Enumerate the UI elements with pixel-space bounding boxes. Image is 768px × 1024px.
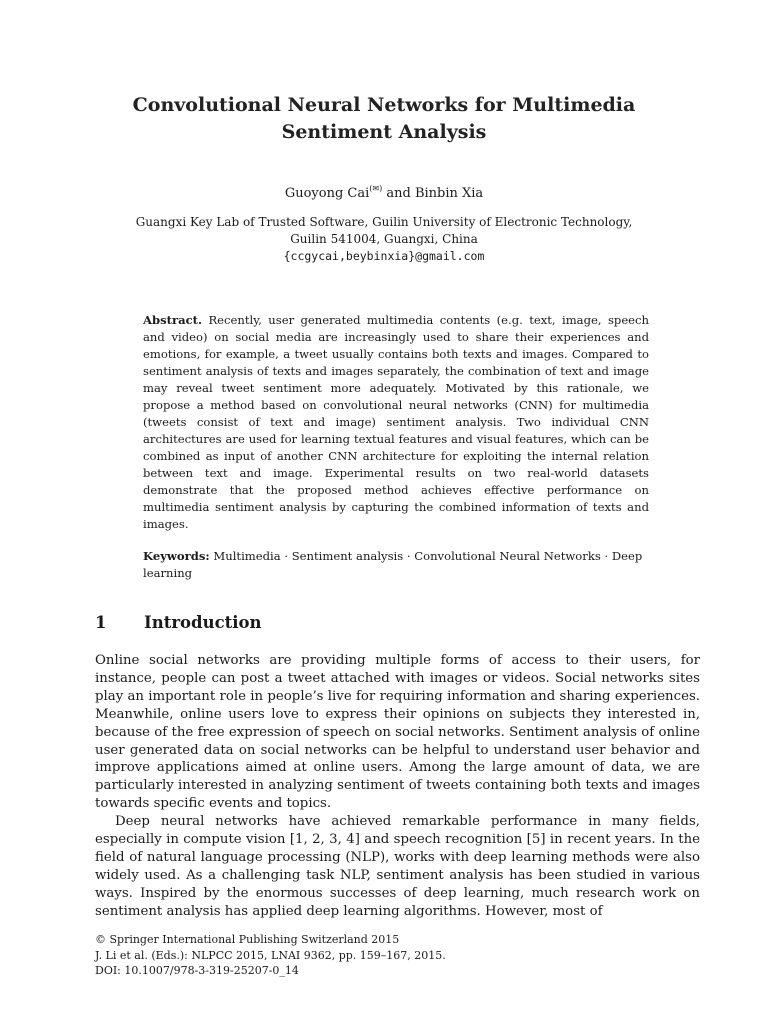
affiliation-line-2: Guilin 541004, Guangxi, China [290, 232, 478, 246]
paper-title [70, 92, 698, 146]
keywords [143, 548, 649, 582]
title-line-1: Convolutional Neural Networks for Multimedia [132, 94, 636, 116]
paragraph-1: Online social networks are providing multiple forms of access to their users, for instance, people can post a tweet attached with images or videos. Social networks sites play an important role in people’s live for requiring information and sharing experiences. Meanwhile, online users love to express their opinions on subjects they interested in, because of the free expression of speech on social networks. Sentiment analysis of online user generated data on social networks can be helpful to understand user behavior and improve applications aimed at online users. Among the large amount of data, we are particularly interested in analyzing sentiment of tweets containing both texts and images towards specific events and topics. [95, 653, 700, 812]
author-list [70, 180, 698, 203]
author-1: Guoyong Cai [284, 186, 370, 201]
abstract-text: Recently, user generated multimedia contents (e.g. text, image, speech and video) on social media are increasingly used to share their experiences and emotions, for example, a tweet usually contains both texts and images. Compared to sentiment analysis of texts and images separately, the combination of text and image may reveal tweet sentiment more adequately. Motivated by this rationale, we propose a method based on convolutional neural networks (CNN) for multimedia (tweets consist of text and image) sentiment analysis. Two individual CNN architectures are used for learning textual features and visual features, which can be combined as input of another CNN architecture for exploiting the internal relation between text and image. Experimental results on two real-world datasets demonstrate that the proposed method achieves effective performance on multimedia sentiment analysis by capturing the combined information of texts and images. [143, 313, 650, 531]
abstract-label: Abstract. [143, 313, 203, 327]
author-2: Binbin Xia [414, 186, 484, 201]
section-title: Introduction [144, 613, 262, 632]
keywords-label: Keywords: [143, 549, 210, 563]
section-number: 1 [95, 613, 107, 632]
abstract [143, 312, 649, 533]
author-separator: and [382, 186, 415, 201]
citation-line: J. Li et al. (Eds.): NLPCC 2015, LNAI 9362, pp. 159–167, 2015. [95, 948, 446, 962]
doi-line: DOI: 10.1007/978-3-319-25207-0_14 [95, 964, 299, 977]
corresponding-author-mark: (✉) [369, 184, 383, 193]
body-text [95, 652, 700, 921]
author-email: {ccgycai,beybinxia}@gmail.com [283, 249, 485, 263]
title-line-2: Sentiment Analysis [281, 121, 487, 143]
publication-footer [95, 932, 700, 979]
affiliation [110, 214, 658, 265]
paragraph-2: Deep neural networks have achieved remarkable performance in many fields, especially in compute vision [1, 2, 3, 4] and speech recognition [5] in recent years. In the field of natural language processing (NLP), works with deep learning methods were also widely used. As a challenging task NLP, sentiment analysis has been studied in various ways. Inspired by the enormous successes of deep learning, much research work on sentiment analysis has applied deep learning algorithms. However, most of [95, 814, 700, 919]
section-heading [95, 612, 675, 634]
affiliation-line-1: Guangxi Key Lab of Trusted Software, Guilin University of Electronic Technology, [135, 215, 633, 229]
copyright-line: © Springer International Publishing Switzerland 2015 [95, 933, 400, 946]
keywords-text: Multimedia · Sentiment analysis · Convolutional Neural Networks · Deep learning [143, 549, 643, 580]
